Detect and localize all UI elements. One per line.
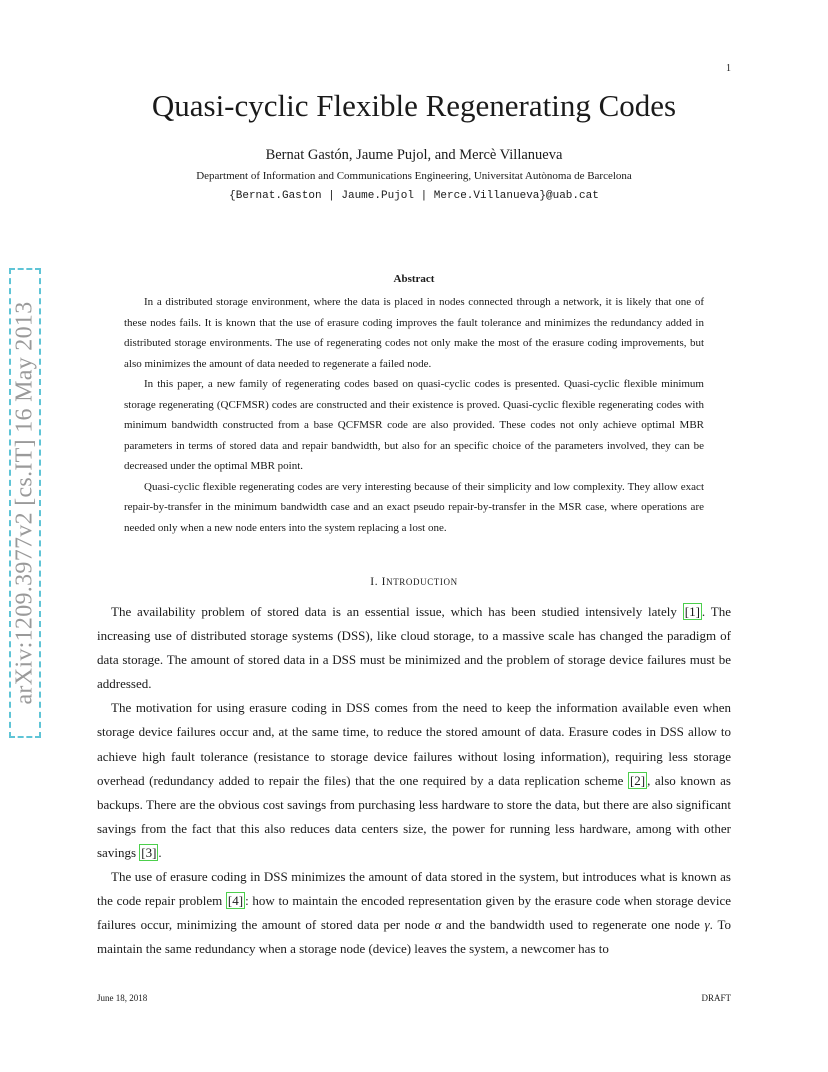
affiliation: Department of Information and Communications Engineering, Universitat Autònoma de Barcelona xyxy=(196,170,632,182)
text-run: . To maintain the same redundancy when a storage node (device) leaves the system, a newcomer has to xyxy=(97,917,731,957)
text-run: and the bandwidth used to regenerate one node xyxy=(441,917,705,933)
text-run: : how to maintain the encoded representation given by the erasure code when storage device failures occur, minimizing the amount of stored data per node xyxy=(97,893,731,933)
citation-link[interactable]: [1] xyxy=(684,604,700,619)
abstract-paragraph: In this paper, a new family of regenerating codes based on quasi-cyclic codes is presented. Quasi-cyclic flexible minimum storage regenerating (QCFMSR) codes are constructed and their existence is proved. Quasi-cyclic flexible regenerating codes with minimum bandwidth constructed from a base QCFMSR code are also provided. These codes not only achieve optimal MBR parameters in terms of stored data and repair bandwidth, but also for an specific choice of the parameters involved, they can be decreased under the optimal MBR point. xyxy=(124,378,704,472)
section-heading xyxy=(0,576,828,588)
citation-link[interactable]: [4] xyxy=(227,893,244,909)
section-title-initial: I xyxy=(381,576,387,588)
author-emails: {Bernat.Gaston | Jaume.Pujol | Merce.Villanueva}@uab.cat xyxy=(229,190,599,202)
text-run: The availability problem of stored data is an essential issue, which has been studied intensively lately xyxy=(111,604,683,619)
abstract xyxy=(124,292,704,538)
citation-link[interactable]: [3] xyxy=(141,844,157,860)
abstract-paragraph: Quasi-cyclic flexible regenerating codes are very interesting because of their simplicity and low complexity. They allow exact repair-by-transfer in the minimum bandwidth case and an exact pseudo repair-by-transfer in the MSR case, where operations are needed only when a new node enters into the system replacing a lost one. xyxy=(124,480,704,534)
text-run: The use of erasure coding in DSS minimizes the amount of data stored in the system, but introduces what is known as the code repair problem xyxy=(97,869,731,909)
body-text xyxy=(97,600,731,961)
section-title-rest: NTRODUCTION xyxy=(386,577,458,587)
text-run: . xyxy=(158,844,162,860)
text-run: The motivation for using erasure coding in DSS comes from the need to keep the information available even when storage device failures occur and, at the same time, to reduce the stored amount of data. Erasure codes in DSS allow to achieve high fault tolerance (resistance to storage device failures without losing information), requiring less storage overhead (redundancy added to repair the files) that the one required by a data replication scheme xyxy=(97,700,731,788)
author-list: Bernat Gastón, Jaume Pujol, and Mercè Villanueva xyxy=(265,147,563,163)
footer-draft-label: DRAFT xyxy=(701,993,731,1003)
arxiv-identifier: arXiv:1209.3977v2 [cs.IT] 16 May 2013 xyxy=(11,301,38,705)
text-run: . The increasing use of distributed storage systems (DSS), like cloud storage, to a massive scale has changed the paradigm of data storage. The amount of stored data in a DSS must be minimized and the problem of storage device failures must be addressed. xyxy=(97,604,731,692)
abstract-paragraph: In a distributed storage environment, where the data is placed in nodes connected through a network, it is likely that one of these nodes fails. It is known that the use of erasure coding improves the fault tolerance and minimizes the redundancy added in distributed storage environments. The use of regenerating codes not only make the most of the erasure coding improvements, but also minimizes the amount of data needed to regenerate a failed node. xyxy=(124,296,704,370)
text-run: , also known as backups. There are the obvious cost savings from purchasing less hardware to store the data, but there are also significant savings from the fact that this also reduces data centers size, the power for running less hardware, among with other savings xyxy=(97,772,731,860)
alpha-symbol: α xyxy=(434,917,442,933)
citation-link[interactable]: [2] xyxy=(629,772,646,788)
page-number: 1 xyxy=(726,63,731,74)
body-paragraph xyxy=(97,865,731,961)
section-number: I. xyxy=(370,576,379,588)
gamma-symbol: γ xyxy=(704,917,710,933)
abstract-heading: Abstract xyxy=(393,273,435,285)
body-paragraph xyxy=(97,696,731,865)
paper-title: Quasi-cyclic Flexible Regenerating Codes xyxy=(151,88,677,123)
arxiv-stamp[interactable] xyxy=(9,268,41,738)
footer-date: June 18, 2018 xyxy=(97,993,148,1003)
body-paragraph xyxy=(97,600,731,696)
